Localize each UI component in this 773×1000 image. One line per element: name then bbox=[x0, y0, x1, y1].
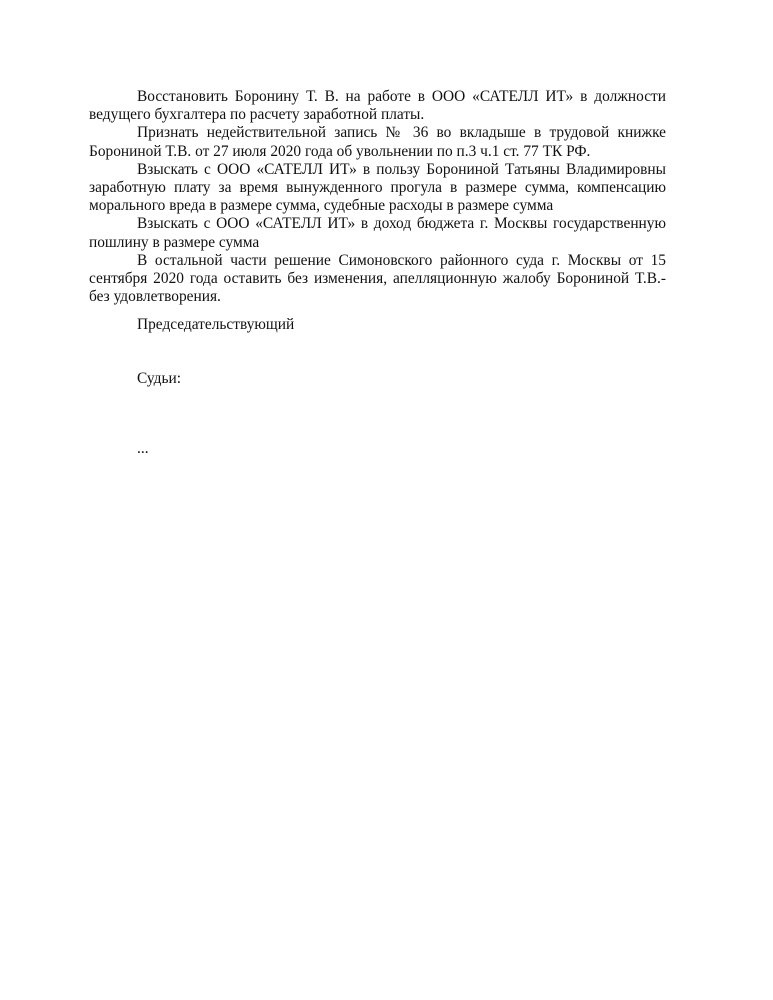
paragraph-remaining-decision: В остальной части решение Симоновского районного суда г. Москвы от 15 сентября 2020 года оставить без изменения, апелляционную жалобу Борониной Т.В.- без удовлетворения. bbox=[89, 251, 666, 306]
paragraph-reinstate: Восстановить Боронину Т. В. на работе в ООО «САТЕЛЛ ИТ» в должности ведущего бухгалтера по расчету заработной платы. bbox=[89, 88, 666, 124]
presiding-judge-label: Председательствующий bbox=[137, 316, 295, 333]
ruling-text bbox=[89, 88, 666, 306]
paragraph-invalidate-record: Признать недействительной запись № 36 во вкладыше в трудовой книжке Борониной Т.В. от 27 июля 2020 года об увольнении по п.3 ч.1 ст. 77 ТК РФ. bbox=[89, 124, 666, 160]
paragraph-recover-wages: Взыскать с ООО «САТЕЛЛ ИТ» в пользу Борониной Татьяны Владимировны заработную плату за время вынужденного прогула в размере сумма, компенсацию морального вреда в размере сумма, судебные расходы в размере сумма bbox=[89, 160, 666, 215]
paragraph-state-duty: Взыскать с ООО «САТЕЛЛ ИТ» в доход бюджета г. Москвы государственную пошлину в размере сумма bbox=[89, 215, 666, 251]
trailing-ellipsis: ... bbox=[137, 440, 149, 457]
judges-label: Судьи: bbox=[137, 370, 181, 387]
